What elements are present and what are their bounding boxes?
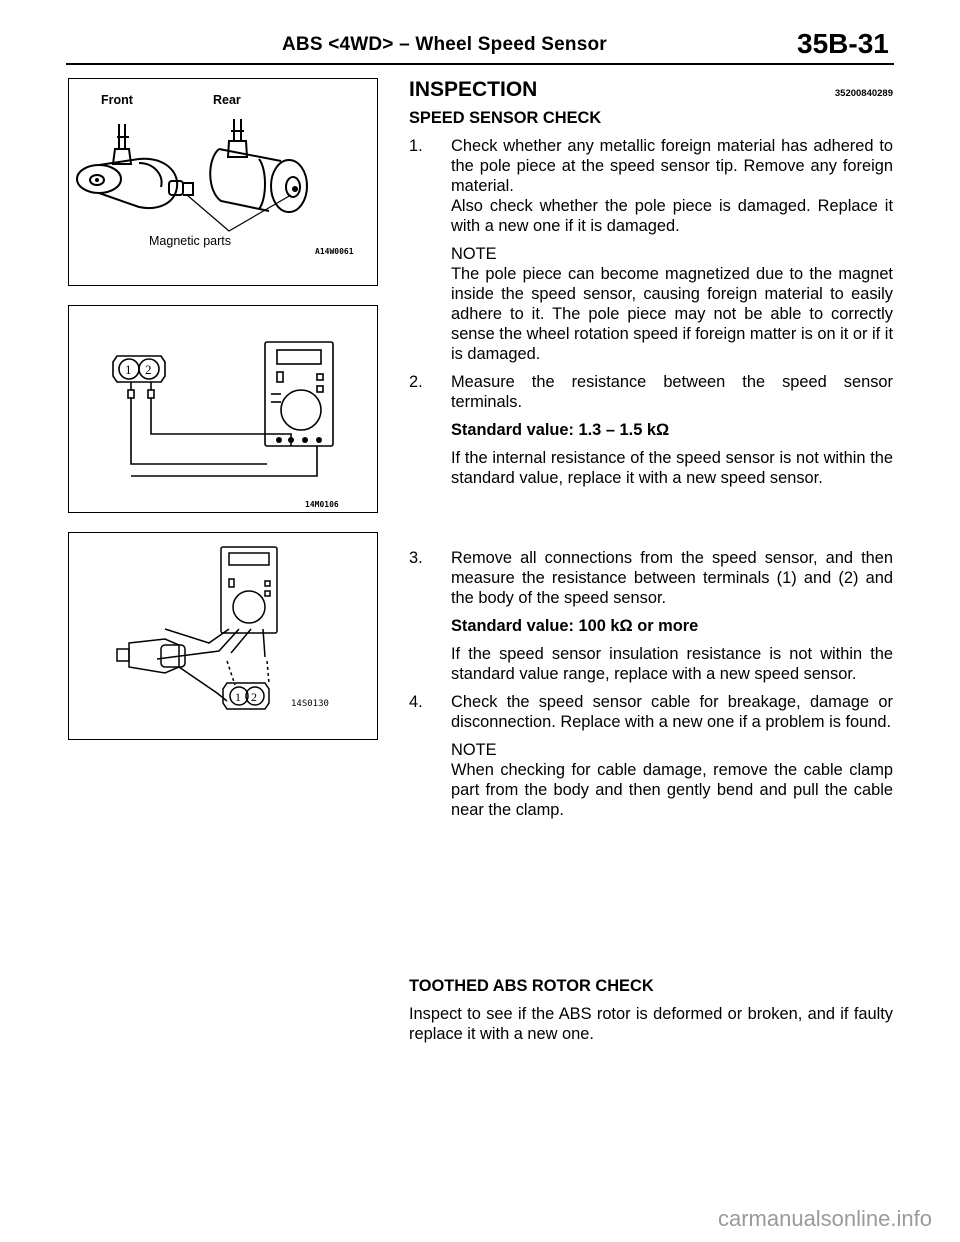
connector-pin-1: 1 <box>235 690 241 704</box>
figure-code: A14W0061 <box>315 247 354 256</box>
inspection-code: 35200840289 <box>834 88 893 99</box>
step-text: Remove all connections from the speed sensor, and then measure the resistance between terminals (1) and (2) and the body of the speed sensor. <box>451 549 893 607</box>
multimeter-connector-illustration <box>69 306 379 514</box>
step-result-text: If the internal resistance of the speed sensor is not within the standard value, replace it with a new speed sensor. <box>451 449 893 487</box>
figure-terminal-resistance <box>68 305 378 513</box>
note-text: The pole piece can become magnetized due to the magnet inside the speed sensor, causing foreign material to easily adhere to it. The pole piece may not be able to correctly sense the wheel rotation speed if foreign matter is on it or if it is damaged. <box>451 265 893 363</box>
figure-code: 14M0106 <box>305 500 339 509</box>
step-text: Check whether any metallic foreign material has adhered to the pole piece at the speed sensor tip. Remove any foreign material. <box>451 137 893 195</box>
step-text: Check the speed sensor cable for breakage, damage or disconnection. Replace with a new one if a problem is found. <box>451 693 893 731</box>
label-front: Front <box>101 93 133 107</box>
insulation-test-illustration <box>69 533 379 741</box>
step-3 <box>409 548 893 608</box>
note-label: NOTE <box>451 741 497 759</box>
standard-value: Standard value: 100 kΩ or more <box>451 617 699 635</box>
inspection-title: INSPECTION <box>409 78 538 101</box>
connector-pin-2: 2 <box>251 690 257 704</box>
step-number: 1. <box>409 137 423 155</box>
header-divider <box>66 63 894 65</box>
inspection-section <box>409 78 893 1044</box>
figure-insulation-resistance <box>68 532 378 740</box>
step-text-additional: Also check whether the pole piece is damaged. Replace it with a new one if it is damaged. <box>451 197 893 235</box>
label-rear: Rear <box>213 93 241 107</box>
step-number: 4. <box>409 693 423 711</box>
page-number: 35B-31 <box>797 28 889 59</box>
rotor-check-heading: TOOTHED ABS ROTOR CHECK <box>409 977 654 995</box>
watermark: carmanualsonline.info <box>717 1206 932 1231</box>
figure-speed-sensors <box>68 78 378 286</box>
step-result-text: If the speed sensor insulation resistance is not within the standard value range, replace with a new speed sensor. <box>451 645 893 683</box>
connector-pin-2: 2 <box>145 362 152 377</box>
step-number: 3. <box>409 549 423 567</box>
connector-pin-1: 1 <box>125 362 132 377</box>
step-text: Measure the resistance between the speed sensor terminals. <box>451 373 893 411</box>
standard-value: Standard value: 1.3 – 1.5 kΩ <box>451 421 670 439</box>
page-header-title: ABS <4WD> – Wheel Speed Sensor <box>282 34 607 55</box>
step-2 <box>409 372 893 412</box>
note-label: NOTE <box>451 245 497 263</box>
figure-code: 14S0130 <box>291 699 329 709</box>
rotor-check-text: Inspect to see if the ABS rotor is deformed or broken, and if faulty replace it with a new one. <box>409 1005 893 1043</box>
step-4 <box>409 692 893 732</box>
step-1 <box>409 136 893 236</box>
label-magnetic-parts: Magnetic parts <box>149 234 231 248</box>
speed-sensor-check-heading: SPEED SENSOR CHECK <box>409 109 602 127</box>
step-number: 2. <box>409 373 423 391</box>
note-text: When checking for cable damage, remove the cable clamp part from the body and then gently bend and pull the cable near the clamp. <box>451 761 893 819</box>
